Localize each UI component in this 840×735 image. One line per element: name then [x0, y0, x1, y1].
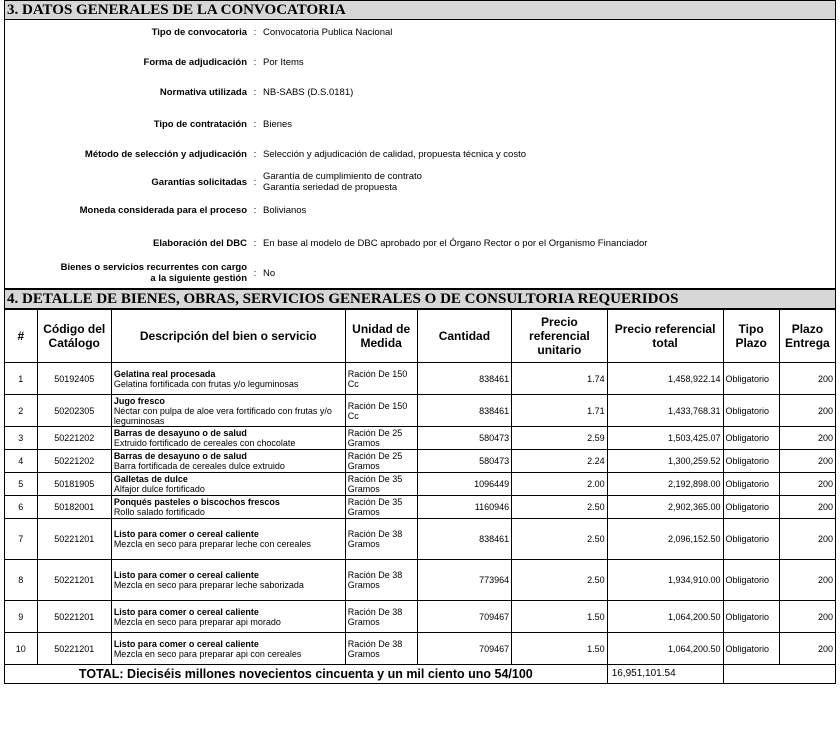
detail-table	[4, 309, 836, 684]
cell-description	[111, 519, 345, 560]
cell-term-type: Obligatorio	[723, 395, 779, 427]
cell-description	[111, 450, 345, 473]
cell-delivery: 200	[779, 633, 835, 665]
field-separator: :	[253, 237, 257, 249]
field-metodo-seleccion	[5, 146, 835, 162]
field-value: NB-SABS (D.S.0181)	[263, 86, 354, 98]
col-header-description: Descripción del bien o servicio	[111, 310, 345, 363]
field-separator: :	[253, 267, 257, 279]
cell-quantity: 709467	[417, 601, 511, 633]
cell-catalog: 50221201	[37, 560, 111, 601]
cell-unit-price: 1.50	[512, 633, 608, 665]
cell-unit-price: 1.50	[512, 601, 608, 633]
cell-num: 10	[5, 633, 38, 665]
section-3-header: 3. DATOS GENERALES DE LA CONVOCATORIA	[4, 0, 836, 20]
field-value: Convocatoria Publica Nacional	[263, 26, 393, 38]
cell-total-price: 1,458,922.14	[607, 363, 723, 395]
field-separator: :	[253, 118, 257, 130]
item-title: Ponqués pasteles o biscochos frescos	[113, 497, 280, 507]
table-header-row	[5, 310, 836, 363]
field-elaboracion-dbc	[5, 235, 835, 251]
cell-term-type: Obligatorio	[723, 519, 779, 560]
field-label: Tipo de contratación	[153, 118, 247, 130]
cell-unit: Ración De 38 Gramos	[345, 633, 417, 665]
cell-description	[111, 601, 345, 633]
field-separator: :	[253, 148, 257, 160]
cell-delivery: 200	[779, 450, 835, 473]
cell-total-price: 1,064,200.50	[607, 601, 723, 633]
item-title: Listo para comer o cereal caliente	[113, 606, 259, 617]
item-description: Néctar con pulpa de aloe vera fortificado con frutas y/o leguminosas	[113, 405, 332, 426]
item-title: Jugo fresco	[113, 395, 165, 406]
cell-catalog: 50221201	[37, 633, 111, 665]
cell-description	[111, 633, 345, 665]
field-label: Método de selección y adjudicación	[84, 148, 247, 160]
field-label: Normativa utilizada	[159, 86, 247, 98]
field-label: Forma de adjudicación	[143, 56, 247, 68]
field-forma-adjudicacion	[5, 54, 835, 70]
cell-term-type: Obligatorio	[723, 473, 779, 496]
cell-catalog: 50202305	[37, 395, 111, 427]
cell-catalog: 50221202	[37, 427, 111, 450]
cell-num: 5	[5, 473, 38, 496]
total-label: TOTAL: Dieciséis millones novecientos cincuenta y un mil ciento uno 54/100	[5, 665, 608, 684]
table-row	[5, 519, 836, 560]
cell-term-type: Obligatorio	[723, 450, 779, 473]
cell-unit: Ración De 38 Gramos	[345, 560, 417, 601]
field-separator: :	[253, 176, 257, 188]
cell-total-price: 1,433,768.31	[607, 395, 723, 427]
cell-quantity: 838461	[417, 363, 511, 395]
label-line-1: Bienes o servicios recurrentes con cargo	[60, 262, 247, 273]
field-separator: :	[253, 26, 257, 38]
item-description: Mezcla en seco para preparar api con cereales	[113, 648, 302, 659]
field-normativa	[5, 84, 835, 100]
cell-delivery: 200	[779, 473, 835, 496]
section-4-header: 4. DETALLE DE BIENES, OBRAS, SERVICIOS GENERALES O DE CONSULTORIA REQUERIDOS	[4, 289, 836, 309]
cell-delivery: 200	[779, 363, 835, 395]
field-separator: :	[253, 204, 257, 216]
item-title: Gelatina real procesada	[113, 368, 216, 379]
cell-unit: Ración De 38 Gramos	[345, 601, 417, 633]
cell-delivery: 200	[779, 496, 835, 519]
cell-term-type: Obligatorio	[723, 496, 779, 519]
table-row	[5, 601, 836, 633]
cell-num: 1	[5, 363, 38, 395]
cell-delivery: 200	[779, 560, 835, 601]
cell-num: 6	[5, 496, 38, 519]
cell-delivery: 200	[779, 395, 835, 427]
item-title: Barras de desayuno o de salud	[113, 451, 247, 461]
item-description: Gelatina fortificada con frutas y/o leguminosas	[113, 378, 299, 389]
col-header-term-type: Tipo Plazo	[723, 310, 779, 363]
cell-num: 7	[5, 519, 38, 560]
item-title: Listo para comer o cereal caliente	[113, 638, 259, 649]
cell-quantity: 1096449	[417, 473, 511, 496]
table-row	[5, 633, 836, 665]
cell-num: 8	[5, 560, 38, 601]
cell-description	[111, 427, 345, 450]
document-page	[4, 0, 836, 684]
field-value: Selección y adjudicación de calidad, propuesta técnica y costo	[263, 148, 526, 160]
cell-catalog: 50221201	[37, 519, 111, 560]
item-description: Alfajor dulce fortificado	[113, 484, 205, 494]
table-row	[5, 473, 836, 496]
cell-term-type: Obligatorio	[723, 363, 779, 395]
table-row	[5, 363, 836, 395]
field-value: Bienes	[263, 118, 293, 130]
cell-catalog: 50192405	[37, 363, 111, 395]
cell-quantity: 838461	[417, 395, 511, 427]
field-bienes-recurrentes	[5, 260, 835, 286]
cell-unit: Ración De 25 Gramos	[345, 450, 417, 473]
item-description: Rollo salado fortificado	[113, 507, 205, 517]
cell-total-price: 2,096,152.50	[607, 519, 723, 560]
cell-total-price: 2,902,365.00	[607, 496, 723, 519]
item-description: Barra fortificada de cereales dulce extruido	[113, 461, 285, 471]
cell-unit: Ración De 150 Cc	[345, 395, 417, 427]
total-value: 16,951,101.54	[607, 665, 723, 684]
cell-quantity: 773964	[417, 560, 511, 601]
cell-total-price: 1,503,425.07	[607, 427, 723, 450]
cell-term-type: Obligatorio	[723, 633, 779, 665]
field-label	[5, 262, 247, 284]
field-label: Garantías solicitadas	[151, 176, 247, 188]
cell-description	[111, 496, 345, 519]
cell-num: 2	[5, 395, 38, 427]
col-header-num: #	[5, 310, 38, 363]
cell-description	[111, 560, 345, 601]
cell-unit-price: 1.74	[512, 363, 608, 395]
total-empty-cell	[723, 665, 836, 684]
label-line-2: a la siguiente gestión	[150, 273, 247, 284]
field-value: Bolivianos	[263, 204, 307, 216]
cell-num: 3	[5, 427, 38, 450]
general-data-box	[4, 20, 836, 289]
col-header-catalog: Código del Catálogo	[37, 310, 111, 363]
cell-term-type: Obligatorio	[723, 427, 779, 450]
cell-term-type: Obligatorio	[723, 560, 779, 601]
field-label: Elaboración del DBC	[153, 237, 247, 249]
cell-total-price: 1,064,200.50	[607, 633, 723, 665]
field-tipo-contratacion	[5, 116, 835, 132]
col-header-delivery: Plazo Entrega	[779, 310, 835, 363]
cell-delivery: 200	[779, 519, 835, 560]
col-header-quantity: Cantidad	[417, 310, 511, 363]
cell-num: 9	[5, 601, 38, 633]
table-row	[5, 427, 836, 450]
table-row	[5, 560, 836, 601]
total-row	[5, 665, 836, 684]
cell-unit-price: 2.00	[512, 473, 608, 496]
item-description: Mezcla en seco para preparar leche saborizada	[113, 580, 304, 590]
cell-quantity: 709467	[417, 633, 511, 665]
field-value: En base al modelo de DBC aprobado por el Órgano Rector o por el Organismo Financiador	[263, 237, 648, 249]
table-row	[5, 395, 836, 427]
col-header-unit-price: Precio referencial unitario	[512, 310, 608, 363]
field-value	[263, 171, 835, 193]
guarantee-line-1: Garantía de cumplimiento de contrato	[263, 171, 422, 182]
cell-catalog: 50221202	[37, 450, 111, 473]
item-description: Extruido fortificado de cereales con chocolate	[113, 438, 296, 448]
cell-description	[111, 363, 345, 395]
cell-unit-price: 2.50	[512, 560, 608, 601]
cell-description	[111, 395, 345, 427]
item-description: Mezcla en seco para preparar leche con cereales	[113, 539, 311, 549]
item-title: Barras de desayuno o de salud	[113, 428, 247, 438]
cell-unit: Ración De 38 Gramos	[345, 519, 417, 560]
item-title: Galletas de dulce	[113, 474, 188, 484]
item-description: Mezcla en seco para preparar api morado	[113, 616, 281, 627]
cell-unit-price: 2.50	[512, 519, 608, 560]
col-header-unit: Unidad de Medida	[345, 310, 417, 363]
field-label: Moneda considerada para el proceso	[79, 204, 247, 216]
cell-unit: Ración De 25 Gramos	[345, 427, 417, 450]
cell-description	[111, 473, 345, 496]
field-garantias	[5, 170, 835, 194]
cell-num: 4	[5, 450, 38, 473]
item-title: Listo para comer o cereal caliente	[113, 570, 259, 580]
cell-total-price: 1,934,910.00	[607, 560, 723, 601]
cell-term-type: Obligatorio	[723, 601, 779, 633]
cell-unit-price: 2.59	[512, 427, 608, 450]
field-separator: :	[253, 86, 257, 98]
cell-unit: Ración De 35 Gramos	[345, 473, 417, 496]
field-value: No	[263, 267, 276, 279]
field-value: Por Items	[263, 56, 304, 68]
field-tipo-convocatoria	[5, 24, 835, 40]
cell-quantity: 1160946	[417, 496, 511, 519]
cell-delivery: 200	[779, 601, 835, 633]
cell-quantity: 580473	[417, 427, 511, 450]
cell-quantity: 838461	[417, 519, 511, 560]
cell-unit: Ración De 150 Cc	[345, 363, 417, 395]
cell-catalog: 50221201	[37, 601, 111, 633]
cell-delivery: 200	[779, 427, 835, 450]
cell-total-price: 1,300,259.52	[607, 450, 723, 473]
cell-unit-price: 2.50	[512, 496, 608, 519]
cell-total-price: 2,192,898.00	[607, 473, 723, 496]
cell-catalog: 50182001	[37, 496, 111, 519]
guarantee-line-2: Garantía seriedad de propuesta	[263, 182, 398, 193]
cell-quantity: 580473	[417, 450, 511, 473]
table-row	[5, 450, 836, 473]
col-header-total-price: Precio referencial total	[607, 310, 723, 363]
table-row	[5, 496, 836, 519]
cell-unit-price: 2.24	[512, 450, 608, 473]
field-separator: :	[253, 56, 257, 68]
field-label: Tipo de convocatoria	[151, 26, 247, 38]
field-moneda	[5, 202, 835, 218]
cell-unit-price: 1.71	[512, 395, 608, 427]
cell-unit: Ración De 35 Gramos	[345, 496, 417, 519]
item-title: Listo para comer o cereal caliente	[113, 529, 259, 539]
cell-catalog: 50181905	[37, 473, 111, 496]
